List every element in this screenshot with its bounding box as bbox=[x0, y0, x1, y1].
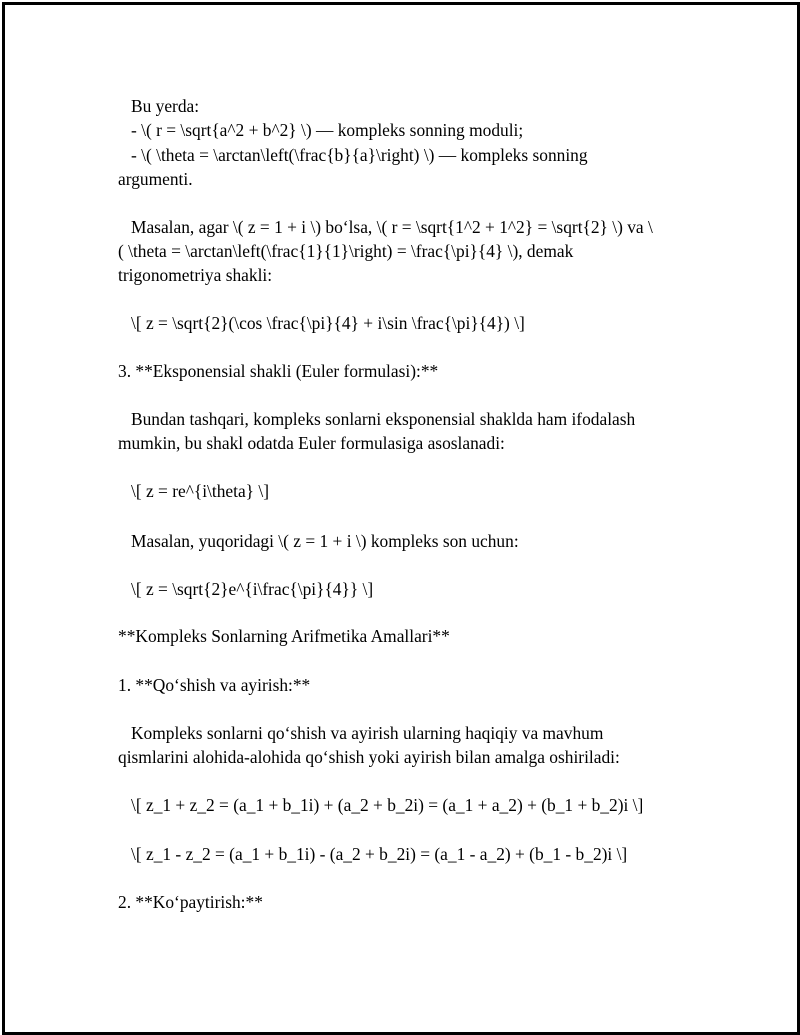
section-heading-arithmetic: **Kompleks Sonlarning Arifmetika Amallari** bbox=[118, 626, 450, 646]
section-heading-exponential: 3. **Eksponensial shakli (Euler formulasi):** bbox=[118, 361, 439, 381]
section-heading-addition: 1. **Qo‘shish va ayirish:** bbox=[118, 675, 311, 695]
section-heading-multiplication: 2. **Ko‘paytirish:** bbox=[118, 892, 263, 912]
paragraph-line: mumkin, bu shakl odatda Euler formulasiga asoslanadi: bbox=[118, 433, 505, 453]
paragraph-line: Bundan tashqari, kompleks sonlarni eksponensial shaklda ham ifodalash bbox=[131, 409, 636, 429]
paragraph-line: qismlarini alohida-alohida qo‘shish yoki ayirish bilan amalga oshiriladi: bbox=[118, 747, 620, 767]
formula-trigonometric: \[ z = \sqrt{2}(\cos \frac{\pi}{4} + i\sin \frac{\pi}{4}) \] bbox=[131, 313, 525, 333]
formula-exponential: \[ z = re^{i\theta} \] bbox=[131, 481, 269, 501]
paragraph-line: Masalan, agar \( z = 1 + i \) bo‘lsa, \( r = \sqrt{1^2 + 1^2} = \sqrt{2} \) va \ bbox=[131, 217, 653, 237]
list-item-argument: - \( \theta = \arctan\left(\frac{b}{a}\right) \) — kompleks sonning bbox=[131, 145, 588, 165]
text-line: argumenti. bbox=[118, 169, 193, 189]
paragraph-line: ( \theta = \arctan\left(\frac{1}{1}\right) = \frac{\pi}{4} \), demak bbox=[118, 241, 574, 261]
list-item-modulus: - \( r = \sqrt{a^2 + b^2} \) — kompleks sonning moduli; bbox=[131, 120, 524, 140]
paragraph-line: Kompleks sonlarni qo‘shish va ayirish ularning haqiqiy va mavhum bbox=[131, 723, 604, 743]
paragraph-line: trigonometriya shakli: bbox=[118, 265, 273, 285]
formula-sum: \[ z_1 + z_2 = (a_1 + b_1i) + (a_2 + b_2i) = (a_1 + a_2) + (b_1 + b_2)i \] bbox=[131, 795, 644, 815]
formula-difference: \[ z_1 - z_2 = (a_1 + b_1i) - (a_2 + b_2i) = (a_1 - a_2) + (b_1 - b_2)i \] bbox=[131, 844, 628, 864]
text-line: Bu yerda: bbox=[131, 96, 200, 116]
paragraph-line: Masalan, yuqoridagi \( z = 1 + i \) kompleks son uchun: bbox=[131, 531, 519, 551]
formula-example: \[ z = \sqrt{2}e^{i\frac{\pi}{4}} \] bbox=[131, 579, 374, 599]
